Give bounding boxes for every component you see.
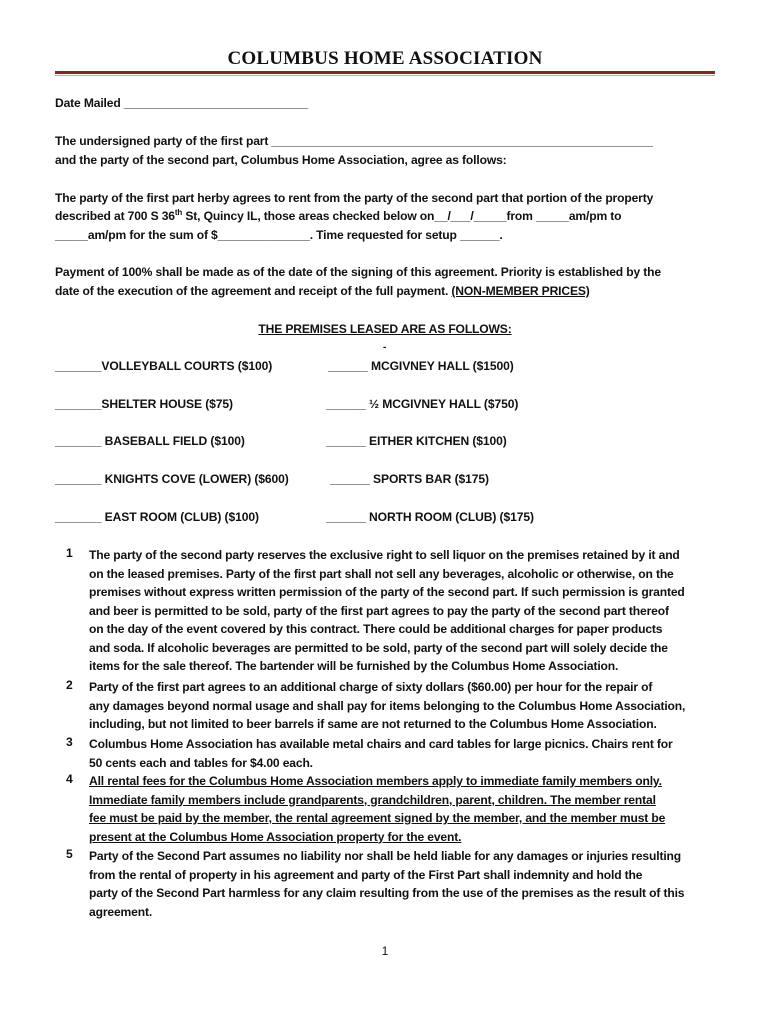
premises-right-item: ______ NORTH ROOM (CLUB) ($175) <box>326 510 534 524</box>
term-number: 5 <box>66 847 73 861</box>
parties-line-2: and the party of the second part, Columbus Home Association, agree as follows: <box>55 153 507 167</box>
parties-line-1: The undersigned party of the first part __________________________________________________________ <box>55 134 653 148</box>
title-rule <box>55 71 715 74</box>
premises-left-item: _______ EAST ROOM (CLUB) ($100) <box>55 510 259 524</box>
premises-left-item: _______SHELTER HOUSE ($75) <box>55 397 233 411</box>
date-mailed-line: Date Mailed ____________________________ <box>55 96 308 110</box>
non-member-prices: (NON-MEMBER PRICES) <box>451 284 590 298</box>
premises-right-item: ______ ½ MCGIVNEY HALL ($750) <box>326 397 519 411</box>
term-5: Party of the Second Part assumes no liability nor shall be held liable for any damages or injuries resulting from the rental of property in his agreement and party of the First Part shall indemnity and hold the party of the Second Part harmless for any claim resulting from the use of the premises as the result of this agreement. <box>89 849 685 919</box>
document-title: COLUMBUS HOME ASSOCIATION <box>227 48 543 69</box>
premises-mark: - <box>383 342 387 353</box>
payment-line-1: Payment of 100% shall be made as of the date of the signing of this agreement. Priority is established by the <box>55 265 661 279</box>
term-2: Party of the first part agrees to an additional charge of sixty dollars ($60.00) per hour for the repair of any damages beyond normal usage and shall pay for items belonging to the Columbus Home Association, including, but not limited to beer barrels if same are not returned to the Columbus Home Association. <box>89 680 686 731</box>
premises-heading: THE PREMISES LEASED ARE AS FOLLOWS: <box>258 322 512 336</box>
term-number: 2 <box>66 678 73 692</box>
title-rule-shadow <box>55 75 715 76</box>
term-number: 3 <box>66 735 73 749</box>
rent-line-2: described at 700 S 36th St, Quincy IL, those areas checked below on__/___/_____from _____am/pm to <box>55 207 622 223</box>
premises-left-item: _______ BASEBALL FIELD ($100) <box>55 434 245 448</box>
rent-line-3: _____am/pm for the sum of $______________. Time requested for setup ______. <box>55 228 503 242</box>
premises-left-item: _______VOLLEYBALL COURTS ($100) <box>55 359 273 373</box>
premises-right-item: ______ MCGIVNEY HALL ($1500) <box>328 359 514 373</box>
term-number: 4 <box>66 772 73 786</box>
payment-line-2: date of the execution of the agreement and receipt of the full payment. (NON-MEMBER PRICES) <box>55 284 590 298</box>
superscript: th <box>174 207 183 217</box>
term-3: Columbus Home Association has available metal chairs and card tables for large picnics. Chairs rent for 50 cents each and tables for $4.00 each. <box>89 737 673 770</box>
term-number: 1 <box>66 546 73 560</box>
term-1: The party of the second party reserves the exclusive right to sell liquor on the premises retained by it and on the leased premises. Party of the first part shall not sell any beverages, alcoholic or otherwise, on the premises without express written permission of the party of the second part. If such permission is granted and beer is permitted to be sold, party of the first part agrees to pay the party of the second part thereof on the day of the event covered by this contract. There could be additional charges for paper products and soda. If alcoholic beverages are permitted to be sold, party of the second part will solely decide the items for the sale thereof. The bartender will be furnished by the Columbus Home Association. <box>89 548 685 673</box>
premises-right-item: ______ EITHER KITCHEN ($100) <box>326 434 507 448</box>
page-number: 1 <box>381 944 389 958</box>
premises-right-item: ______ SPORTS BAR ($175) <box>330 472 489 486</box>
rent-line-1: The party of the first part herby agrees to rent from the party of the second part that portion of the property <box>55 191 654 205</box>
premises-left-item: _______ KNIGHTS COVE (LOWER) ($600) <box>55 472 289 486</box>
term-4-member-policy: All rental fees for the Columbus Home Association members apply to immediate family members only. Immediate family members include grandparents, grandchildren, parent, children. The member rental fee must be paid by the member, the rental agreement signed by the member, and the member must be present at the Columbus Home Association property for the event. <box>89 774 666 844</box>
